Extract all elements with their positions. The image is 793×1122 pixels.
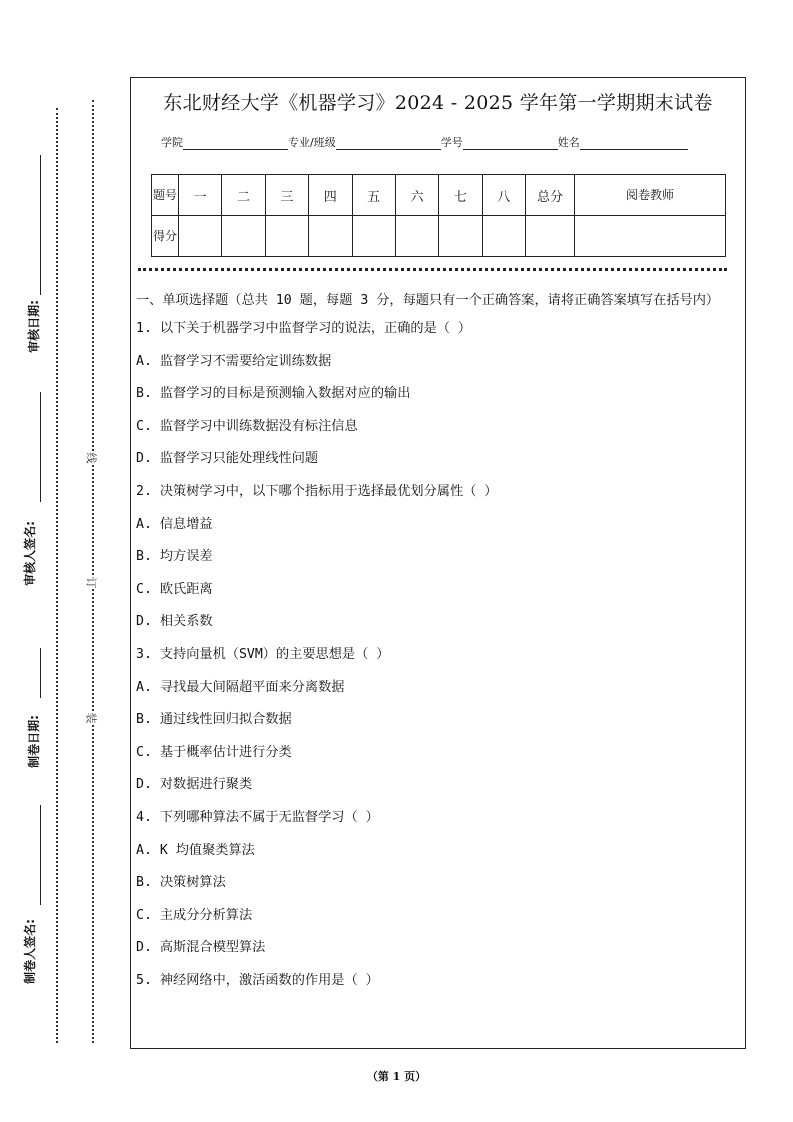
question-stem: 1. 以下关于机器学习中监督学习的说法，正确的是（ ） bbox=[136, 321, 472, 336]
option: B. 均方误差 bbox=[136, 549, 213, 565]
outer-dotted-line bbox=[56, 108, 58, 1043]
option: C. 监督学习中训练数据没有标注信息 bbox=[136, 418, 358, 434]
option: D. 监督学习只能处理线性问题 bbox=[136, 451, 319, 467]
question-stem: 5. 神经网络中，激活函数的作用是（ ） bbox=[136, 972, 379, 988]
cut-mark-bind: 装 bbox=[82, 713, 102, 724]
col-2: 二 bbox=[222, 175, 265, 216]
score-cell-2[interactable] bbox=[222, 216, 265, 257]
prepare-date-line bbox=[40, 648, 41, 698]
option: B. 决策树算法 bbox=[136, 875, 226, 891]
question-stem: 2. 决策树学习中，以下哪个指标用于选择最优划分属性（ ） bbox=[136, 483, 498, 499]
option: A. 寻找最大间隔超平面来分离数据 bbox=[136, 679, 345, 695]
option: B. 监督学习的目标是预测输入数据对应的输出 bbox=[136, 386, 411, 402]
inner-dotted-line bbox=[92, 100, 94, 1043]
col-7: 七 bbox=[439, 175, 482, 216]
cut-mark-staple: 订 bbox=[82, 578, 102, 589]
option: C. 基于概率估计进行分类 bbox=[136, 744, 292, 760]
student-info-row bbox=[161, 134, 688, 150]
col-grader: 阅卷教师 bbox=[575, 175, 726, 216]
reviewer-signature-label: 审核人签名: bbox=[22, 521, 37, 586]
review-date-label: 审核日期: bbox=[26, 300, 41, 353]
score-table bbox=[151, 174, 726, 257]
score-cell-3[interactable] bbox=[265, 216, 308, 257]
score-cell-6[interactable] bbox=[395, 216, 438, 257]
question-stem: 4. 下列哪种算法不属于无监督学习（ ） bbox=[136, 809, 379, 825]
binding-margin bbox=[0, 0, 125, 1122]
exam-frame bbox=[130, 77, 746, 1049]
col-3: 三 bbox=[265, 175, 308, 216]
col-1: 一 bbox=[179, 175, 222, 216]
question-number-label: 题号 bbox=[152, 175, 179, 216]
option: D. 对数据进行聚类 bbox=[136, 777, 253, 793]
option: A. 监督学习不需要给定训练数据 bbox=[136, 353, 332, 369]
score-cell-8[interactable] bbox=[482, 216, 525, 257]
exam-title: 东北财经大学《机器学习》2024 - 2025 学年第一学期期末试卷 bbox=[163, 92, 713, 114]
college-label: 学院 bbox=[161, 136, 183, 149]
prepare-date-label: 制卷日期: bbox=[26, 715, 41, 768]
score-table-header-row bbox=[152, 175, 726, 216]
preparer-signature-line bbox=[40, 805, 41, 905]
section-heading: 一、单项选择题（总共 10 题，每题 3 分，每题只有一个正确答案，请将正确答案填写在括号内） bbox=[136, 293, 720, 308]
score-label: 得分 bbox=[152, 216, 179, 257]
page-number: （第 1 页） bbox=[366, 1070, 427, 1083]
cut-mark-line: 线 bbox=[82, 453, 102, 464]
question-stem: 3. 支持向量机（SVM）的主要思想是（ ） bbox=[136, 646, 390, 662]
major-class-label: 专业/班级 bbox=[288, 136, 336, 149]
review-date-line bbox=[40, 155, 41, 295]
score-cell-grader[interactable] bbox=[575, 216, 726, 257]
col-6: 六 bbox=[395, 175, 438, 216]
col-total: 总分 bbox=[526, 175, 575, 216]
score-cell-5[interactable] bbox=[352, 216, 395, 257]
college-field[interactable] bbox=[183, 137, 288, 150]
reviewer-signature-line bbox=[40, 392, 41, 502]
question-section bbox=[136, 290, 735, 1002]
option: B. 通过线性回归拟合数据 bbox=[136, 712, 292, 728]
col-4: 四 bbox=[309, 175, 352, 216]
preparer-signature-label: 制卷人签名: bbox=[22, 919, 37, 984]
option: C. 欧氏距离 bbox=[136, 581, 213, 597]
option: C. 主成分分析算法 bbox=[136, 907, 253, 923]
option: A. 信息增益 bbox=[136, 516, 213, 532]
score-table-score-row bbox=[152, 216, 726, 257]
score-cell-4[interactable] bbox=[309, 216, 352, 257]
name-label: 姓名 bbox=[557, 136, 580, 149]
score-cell-7[interactable] bbox=[439, 216, 482, 257]
option: A. K 均值聚类算法 bbox=[136, 842, 255, 858]
major-class-field[interactable] bbox=[336, 137, 441, 150]
col-5: 五 bbox=[352, 175, 395, 216]
dotted-separator bbox=[138, 268, 727, 271]
col-8: 八 bbox=[482, 175, 525, 216]
student-id-label: 学号 bbox=[440, 136, 463, 149]
option: D. 相关系数 bbox=[136, 614, 213, 630]
option: D. 高斯混合模型算法 bbox=[136, 940, 266, 956]
name-field[interactable] bbox=[580, 137, 688, 150]
score-cell-1[interactable] bbox=[179, 216, 222, 257]
score-cell-total[interactable] bbox=[526, 216, 575, 257]
student-id-field[interactable] bbox=[463, 137, 558, 150]
